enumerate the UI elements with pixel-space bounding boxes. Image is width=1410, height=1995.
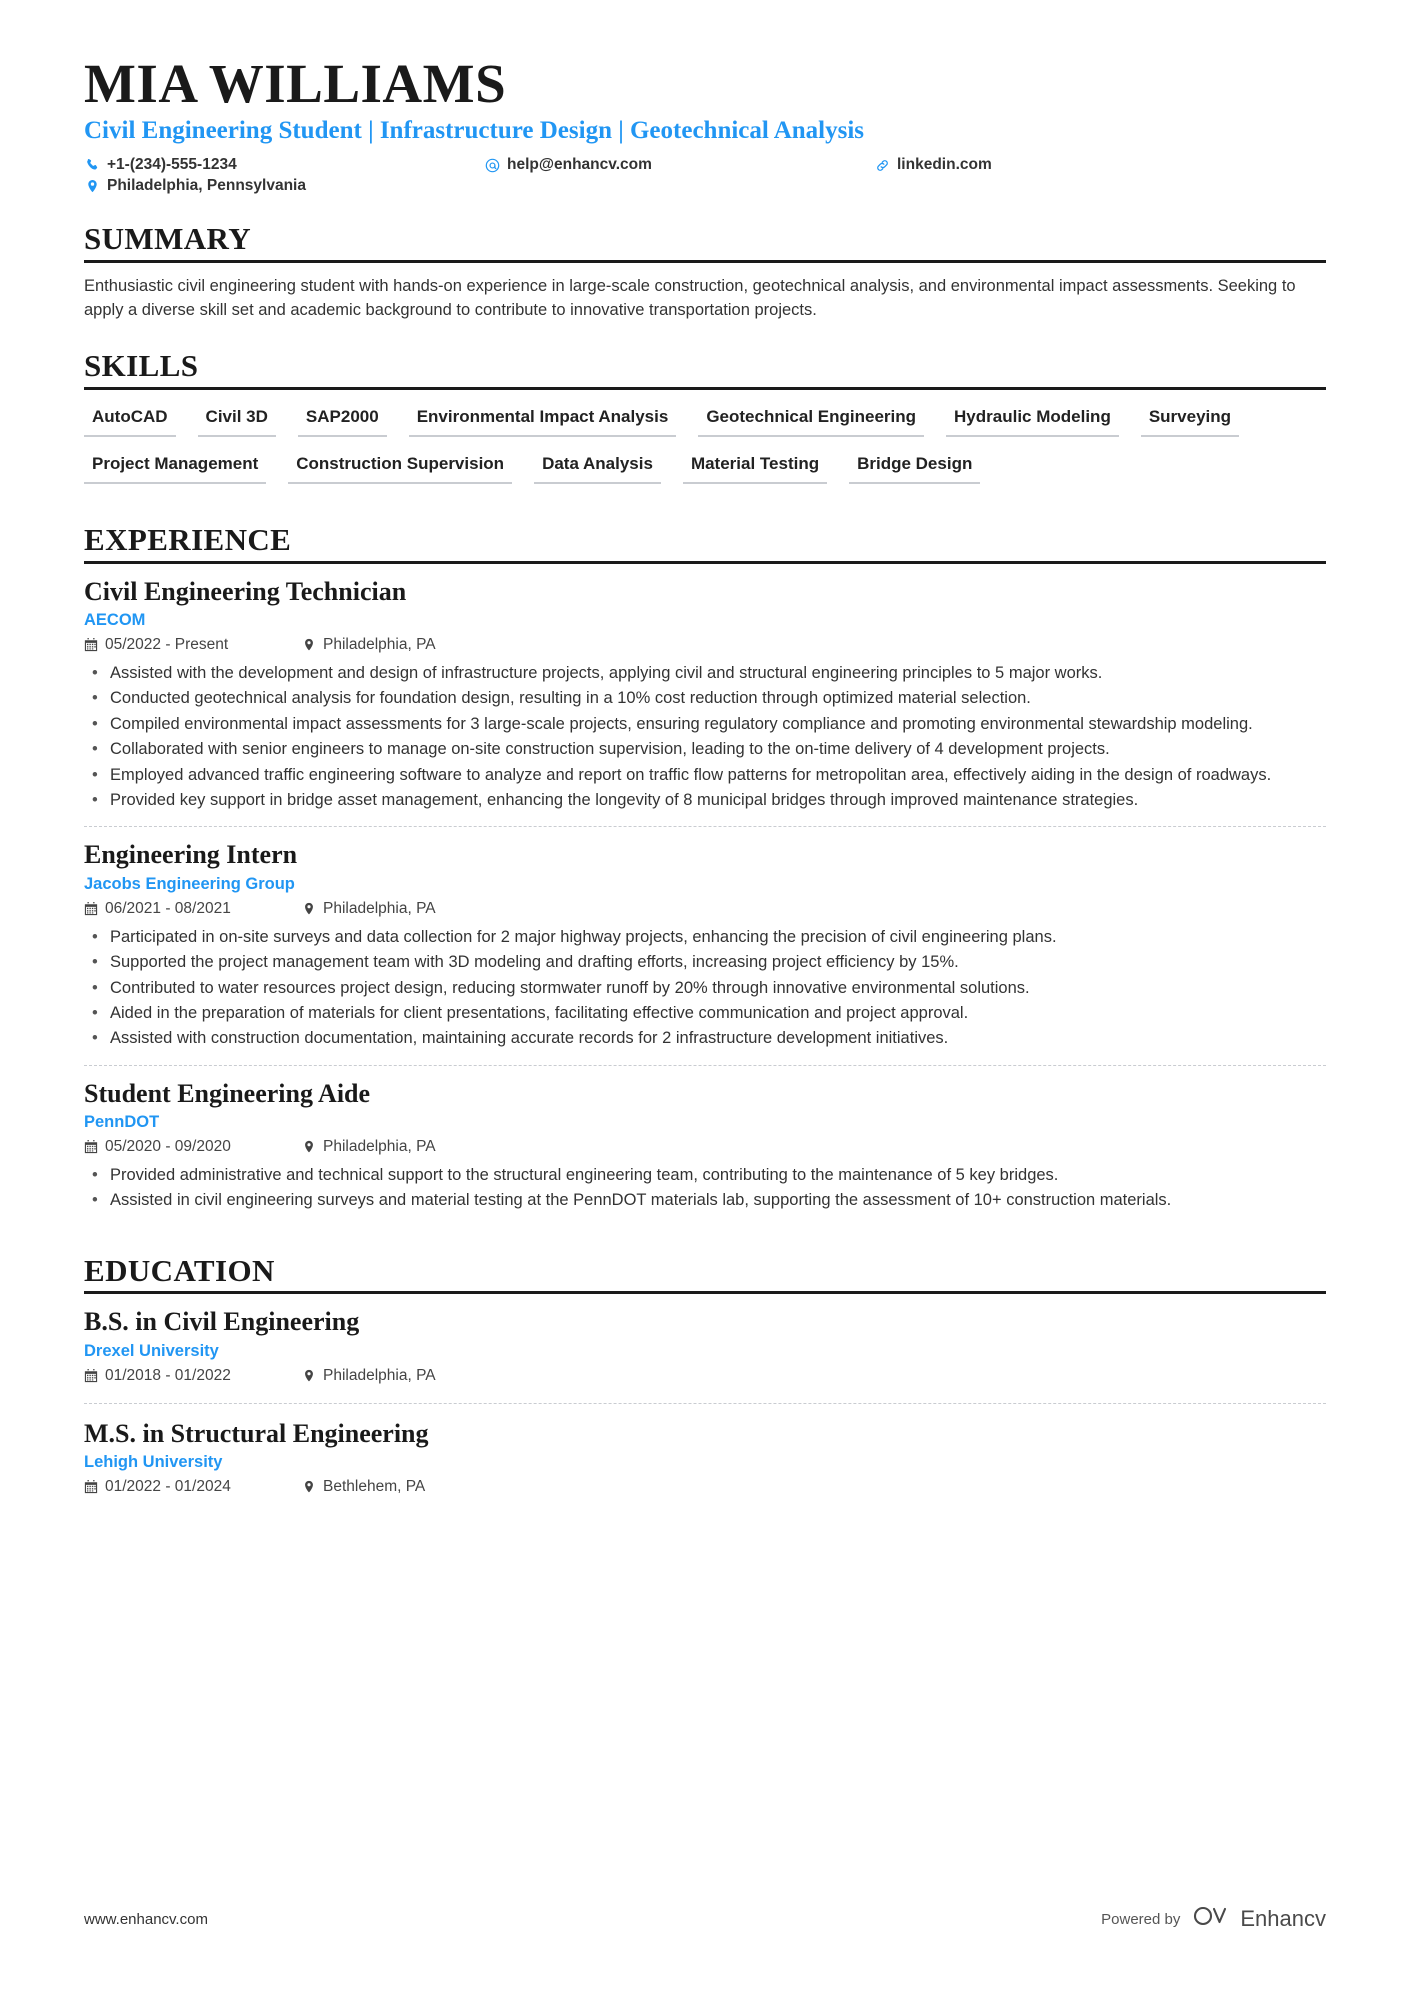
education-dates-value: 01/2018 - 01/2022 — [105, 1366, 231, 1384]
degree-title: M.S. in Structural Engineering — [84, 1418, 429, 1448]
education-entry — [84, 1403, 1326, 1514]
page-footer — [84, 1903, 1326, 1935]
job-dates — [84, 636, 294, 654]
enhancv-brand-label: Enhancv — [1240, 1906, 1326, 1931]
job-bullet: • Participated in on-site surveys and data collection for 2 major highway projects, enhancing the precision of civil engineering plans. — [84, 926, 1326, 949]
education-dates — [84, 1478, 294, 1496]
skill-chip: Civil 3D — [198, 402, 276, 437]
job-bullet: • Conducted geotechnical analysis for foundation design, resulting in a 10% cost reduction through optimized material selection. — [84, 687, 1326, 710]
candidate-headline: Civil Engineering Student | Infrastructure Design | Geotechnical Analysis — [84, 116, 865, 144]
job-dates-value: 05/2022 - Present — [105, 635, 229, 653]
link-icon — [874, 157, 890, 173]
skill-chip: Hydraulic Modeling — [946, 402, 1119, 437]
skills-section-title: SKILLS — [84, 348, 1326, 390]
job-meta — [84, 636, 1326, 654]
skill-chip: SAP2000 — [298, 402, 387, 437]
skill-chip: Surveying — [1141, 402, 1239, 437]
education-location — [302, 1367, 436, 1385]
education-location-value: Bethlehem, PA — [323, 1477, 426, 1495]
school-name: Lehigh University — [84, 1452, 223, 1471]
education-meta — [84, 1367, 1326, 1385]
skill-chip: Project Management — [84, 449, 266, 484]
job-meta — [84, 1138, 1326, 1156]
school-name: Drexel University — [84, 1341, 219, 1360]
job-bullet: • Compiled environmental impact assessments for 3 large-scale projects, ensuring regulatory compliance and promoting environmental stewardship modeling. — [84, 713, 1326, 736]
job-bullet: • Assisted in civil engineering surveys and material testing at the PennDOT materials lab, supporting the assessment of 10+ construction materials. — [84, 1189, 1326, 1212]
job-bullet: • Provided administrative and technical support to the structural engineering team, contributing to the maintenance of 5 key bridges. — [84, 1164, 1326, 1187]
skill-chip: Bridge Design — [849, 449, 980, 484]
job-bullet: • Assisted with construction documentation, maintaining accurate records for 2 infrastructure development initiatives. — [84, 1027, 1326, 1050]
job-location-value: Philadelphia, PA — [323, 635, 436, 653]
experience-entry — [84, 826, 1326, 1064]
contact-email[interactable] — [484, 156, 874, 174]
job-title: Student Engineering Aide — [84, 1078, 371, 1108]
education-location-value: Philadelphia, PA — [323, 1366, 436, 1384]
map-pin-icon — [302, 1479, 316, 1494]
job-location-value: Philadelphia, PA — [323, 899, 436, 917]
job-location — [302, 636, 436, 654]
skills-section — [84, 348, 1326, 496]
contact-linkedin[interactable] — [874, 156, 992, 174]
job-title: Civil Engineering Technician — [84, 576, 407, 606]
company-name: Jacobs Engineering Group — [84, 874, 295, 893]
skill-chip: Material Testing — [683, 449, 827, 484]
skill-chip: Construction Supervision — [288, 449, 512, 484]
job-dates — [84, 1138, 294, 1156]
contact-location — [84, 177, 306, 195]
phone-icon — [84, 157, 100, 173]
skill-chip: AutoCAD — [84, 402, 176, 437]
at-icon — [484, 157, 500, 173]
job-title: Engineering Intern — [84, 840, 298, 870]
job-bullet: • Provided key support in bridge asset management, enhancing the longevity of 8 municipal bridges through improved maintenance strategies. — [84, 789, 1326, 812]
education-entry — [84, 1306, 1326, 1402]
powered-by-label: Powered by — [1101, 1910, 1181, 1928]
job-bullet: • Employed advanced traffic engineering software to analyze and report on traffic flow patterns for metropolitan area, effectively aiding in the design of roadways. — [84, 764, 1326, 787]
experience-section — [84, 522, 1326, 1227]
job-bullets — [84, 662, 1326, 813]
contact-linkedin-value: linkedin.com — [897, 156, 992, 173]
skill-chip: Environmental Impact Analysis — [409, 402, 677, 437]
enhancv-brand — [1192, 1903, 1326, 1935]
job-dates — [84, 900, 294, 918]
calendar-icon — [84, 1368, 98, 1383]
job-location-value: Philadelphia, PA — [323, 1137, 436, 1155]
education-dates — [84, 1367, 294, 1385]
job-bullet: • Assisted with the development and design of infrastructure projects, applying civil and structural engineering principles to 5 major works. — [84, 662, 1326, 685]
job-location — [302, 1138, 436, 1156]
calendar-icon — [84, 1479, 98, 1494]
job-bullets — [84, 1164, 1326, 1213]
contact-phone-value: +1-(234)-555-1234 — [107, 156, 237, 173]
contact-phone[interactable] — [84, 156, 484, 174]
job-bullet: • Collaborated with senior engineers to manage on-site construction supervision, leading to the on-time delivery of 4 development projects. — [84, 738, 1326, 761]
contact-row-primary — [84, 156, 1326, 174]
education-section — [84, 1253, 1326, 1514]
experience-entry — [84, 576, 1326, 827]
candidate-name: MIA WILLIAMS — [84, 53, 507, 114]
job-bullet: • Contributed to water resources project design, reducing stormwater runoff by 20% through innovative environmental solutions. — [84, 977, 1326, 1000]
job-location — [302, 900, 436, 918]
degree-title: B.S. in Civil Engineering — [84, 1307, 360, 1337]
education-section-title: EDUCATION — [84, 1253, 1326, 1295]
map-pin-icon — [302, 637, 316, 652]
job-bullets — [84, 926, 1326, 1051]
skill-chip: Geotechnical Engineering — [698, 402, 924, 437]
enhancv-logo-icon — [1192, 1903, 1232, 1935]
company-name: AECOM — [84, 610, 146, 629]
calendar-icon — [84, 901, 98, 916]
map-pin-icon — [302, 1368, 316, 1383]
calendar-icon — [84, 1139, 98, 1154]
experience-section-title: EXPERIENCE — [84, 522, 1326, 564]
job-dates-value: 05/2020 - 09/2020 — [105, 1137, 231, 1155]
job-bullet: • Supported the project management team with 3D modeling and drafting efforts, increasing project efficiency by 15%. — [84, 951, 1326, 974]
contact-email-value: help@enhancv.com — [507, 156, 652, 173]
job-bullet: • Aided in the preparation of materials for client presentations, facilitating effective communication and project approval. — [84, 1002, 1326, 1025]
calendar-icon — [84, 637, 98, 652]
map-pin-icon — [302, 1139, 316, 1154]
contact-location-value: Philadelphia, Pennsylvania — [107, 177, 306, 194]
powered-by-block — [1101, 1903, 1326, 1935]
map-pin-icon — [84, 178, 100, 194]
experience-entry — [84, 1065, 1326, 1227]
summary-section — [84, 221, 1326, 322]
map-pin-icon — [302, 901, 316, 916]
contact-row-secondary — [84, 177, 1326, 195]
summary-section-title: SUMMARY — [84, 221, 1326, 263]
resume-header — [84, 55, 1326, 195]
company-name: PennDOT — [84, 1112, 160, 1131]
education-meta — [84, 1478, 1326, 1496]
skill-chip: Data Analysis — [534, 449, 661, 484]
skills-list — [84, 402, 1326, 496]
education-location — [302, 1478, 425, 1496]
job-meta — [84, 900, 1326, 918]
footer-website[interactable]: www.enhancv.com — [84, 1910, 208, 1928]
education-dates-value: 01/2022 - 01/2024 — [105, 1477, 231, 1495]
job-dates-value: 06/2021 - 08/2021 — [105, 899, 231, 917]
summary-text: Enthusiastic civil engineering student with hands-on experience in large-scale construction, geotechnical analysis, and environmental impact assessments. Seeking to apply a diverse skill set and academic background to contribute to innovative transportation projects. — [84, 276, 1296, 319]
